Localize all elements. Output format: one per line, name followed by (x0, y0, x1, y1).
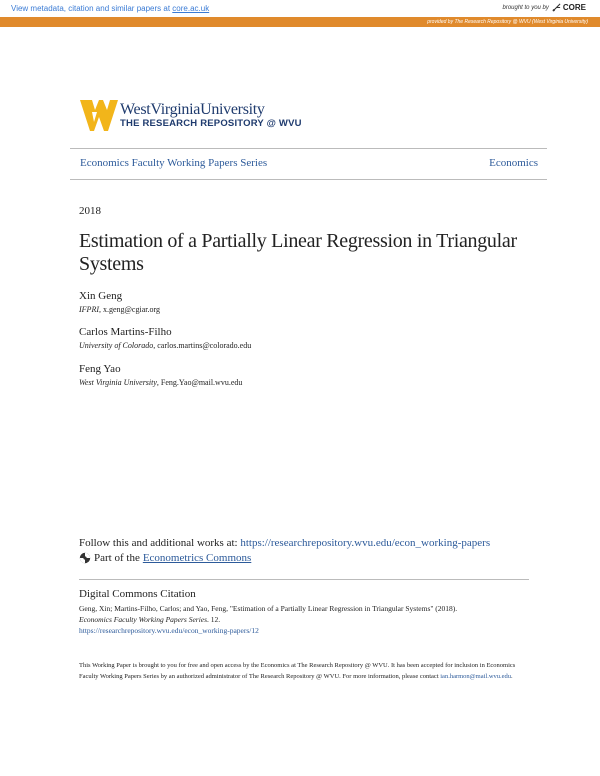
paper-title: Estimation of a Partially Linear Regression in Triangular Systems (79, 230, 517, 275)
author-name: Xin Geng (79, 290, 123, 302)
wvu-flying-wv-icon (80, 100, 118, 132)
divider-top (70, 148, 547, 149)
citation-text (79, 603, 519, 636)
author-3 (79, 363, 242, 387)
core-brought-by (503, 3, 587, 12)
author-name: Carlos Martins-Filho (79, 326, 172, 338)
part-of-line (79, 552, 251, 564)
core-bar (0, 0, 600, 18)
wvu-logo[interactable] (80, 100, 302, 132)
note-text: This Working Paper is brought to you for free and open access by the Economics at The Research Repository @ WVU. It has been accepted for inclusion in Economics Faculty Working Papers Series by an authorized administrator of The Research Repository @ WVU. For more information, please contact (79, 662, 516, 680)
author-2 (79, 326, 251, 350)
author-name: Feng Yao (79, 363, 121, 375)
author-email: Feng.Yao@mail.wvu.edu (160, 378, 243, 387)
author-email: carlos.martins@colorado.edu (157, 341, 252, 350)
core-logo[interactable] (552, 3, 586, 12)
citation-divider (79, 579, 529, 580)
department-link[interactable]: Economics (489, 157, 538, 169)
author-1 (79, 290, 160, 314)
core-metadata-link[interactable] (11, 4, 209, 13)
follow-label: Follow this and additional works at: (79, 537, 241, 549)
citation-body: Geng, Xin; Martins-Filho, Carlos; and Yao, Feng, "Estimation of a Partially Linear Regression in Triangular Systems" (2018). (79, 604, 458, 613)
contact-email-link[interactable]: ian.harmon@mail.wvu.edu (440, 673, 512, 680)
repository-name: THE RESEARCH REPOSITORY @ WVU (120, 118, 302, 129)
part-of-label: Part of the (94, 552, 140, 564)
note-end: . (511, 673, 513, 680)
core-logo-text: CORE (562, 3, 586, 12)
author-affiliation: University of Colorado, carlos.martins@colorado.edu (79, 341, 252, 350)
citation-url-link[interactable]: https://researchrepository.wvu.edu/econ_working-papers/12 (79, 626, 259, 635)
paper-year: 2018 (79, 205, 101, 217)
university-name: WestVirginiaUniversity (120, 101, 265, 118)
core-brought-text: brought to you by (502, 4, 549, 11)
provided-by-bar (0, 17, 600, 27)
core-link-text: View metadata, citation and similar papers at (11, 4, 173, 13)
affiliation-name: University of Colorado (79, 341, 154, 350)
author-affiliation: West Virginia University, Feng.Yao@mail.wvu.edu (79, 378, 243, 387)
citation-heading: Digital Commons Citation (79, 588, 196, 600)
core-logo-icon (552, 3, 561, 12)
provided-by-text[interactable]: provided by The Research Repository @ WVU (West Virginia University) (427, 19, 588, 25)
affiliation-name: IFPRI (79, 305, 99, 314)
follow-url-link[interactable]: https://researchrepository.wvu.edu/econ_working-papers (240, 537, 491, 549)
series-link[interactable]: Economics Faculty Working Papers Series (80, 157, 268, 169)
citation-number: . 12. (207, 615, 221, 624)
digital-commons-network-icon (79, 552, 91, 564)
econometrics-commons-link[interactable]: Econometrics Commons (142, 552, 252, 564)
affiliation-name: West Virginia University (79, 378, 157, 387)
citation-series: Economics Faculty Working Papers Series (79, 615, 208, 624)
access-note (79, 660, 524, 682)
follow-line (79, 537, 490, 549)
author-email: x.geng@cgiar.org (103, 305, 160, 314)
divider-bottom (70, 179, 547, 180)
core-link-domain[interactable]: core.ac.uk (172, 4, 210, 13)
author-affiliation: IFPRI, x.geng@cgiar.org (79, 305, 160, 314)
